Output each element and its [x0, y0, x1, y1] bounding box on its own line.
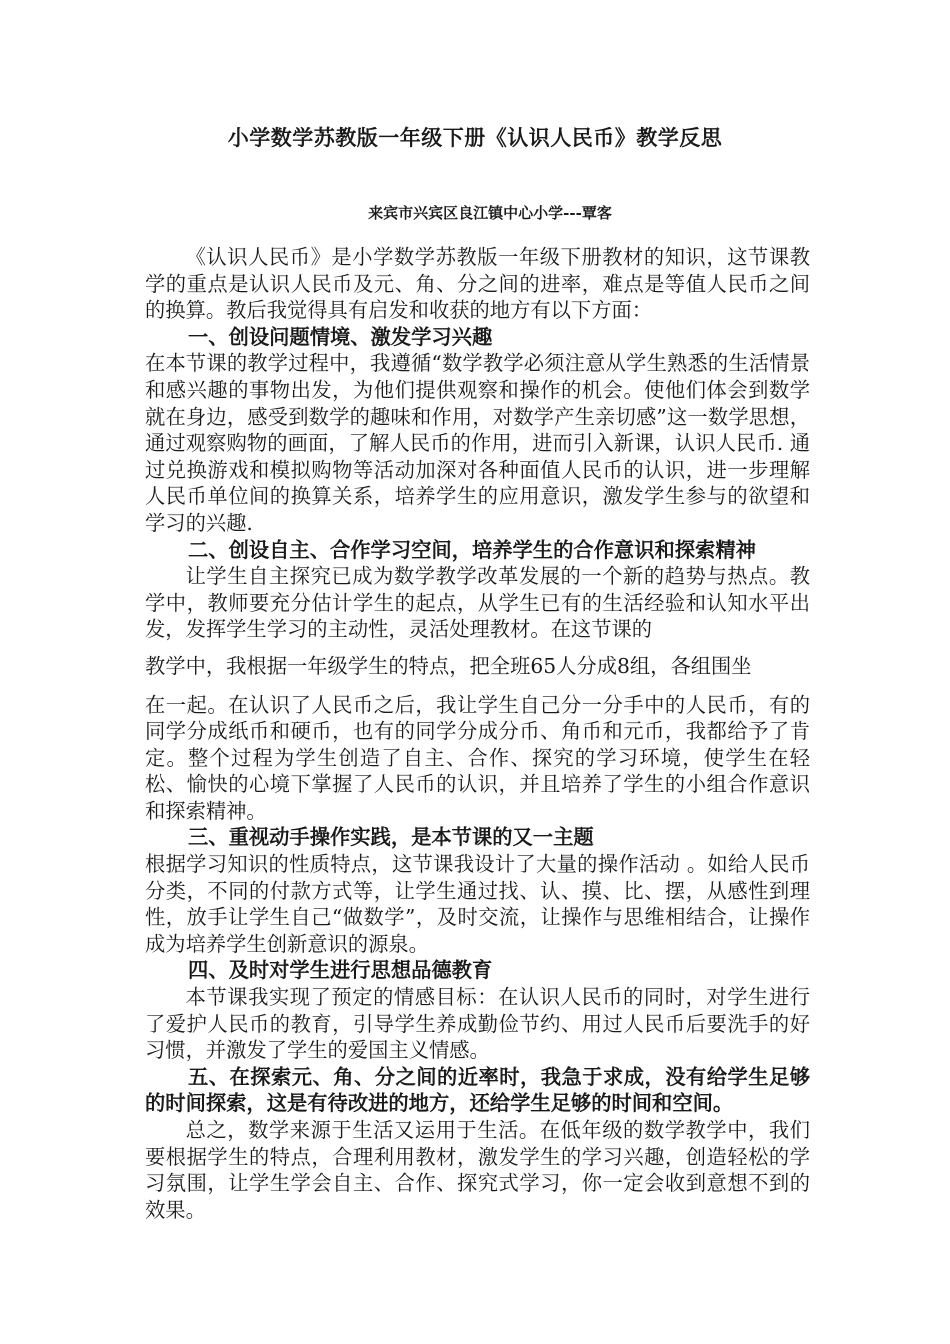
section-heading-4: 四、及时对学生进行思想品德教育	[188, 958, 493, 983]
conclusion-paragraph: 总之，数学来源于生活又运用于生活。在低年级的数学教学中，我们要根据学生的特点，合理利用教材，激发学生的学习兴趣，创造轻松的学习氛围，让学生学会自主、合作、探究式学习，你一定会收到意想不到的效果。	[145, 1118, 810, 1222]
section-paragraph-4: 本节课我实现了预定的情感目标：在认识人民币的同时，对学生进行了爱护人民币的教育，引导学生养成勤俭节约、用过人民币后要洗手的好习惯，并激发了学生的爱国主义情感。	[145, 985, 810, 1063]
document-title: 小学数学苏教版一年级下册《认识人民币》教学反思	[227, 125, 723, 150]
document-author: 来宾市兴宾区良江镇中心小学---覃客	[368, 204, 612, 222]
section-heading-2: 二、创设自主、合作学习空间，培养学生的合作意识和探索精神	[188, 537, 756, 562]
section-paragraph-1: 在本节课的教学过程中，我遵循“数学教学必须注意从学生熟悉的生活情景和感兴趣的事物出发，为他们提供观察和操作的机会。使他们体会到数学就在身边，感受到数学的趣味和作用，对数学产生亲切感”这一数学思想，通过观察购物的画面，了解人民币的作用，进而引入新课，认识人民币. 通过兑换游戏和模拟购物等活动加深对各种面值人民币的认识，进一步理解人民币单位间的换算关系，培养学生的应用意识，激发学生参与的欲望和学习的兴趣.	[145, 351, 810, 535]
section-heading-1: 一、创设问题情境、激发学习兴趣	[188, 324, 493, 349]
section-paragraph-3: 根据学习知识的性质特点，这节课我设计了大量的操作活动 。如给人民币分类，不同的付款方式等，让学生通过找、认、摸、比、摆，从感性到理性，放手让学生自己“做数学”，及时交流，让操作与思维相结合，让操作成为培养学生创新意识的源泉。	[145, 852, 810, 956]
intro-paragraph: 《认识人民币》是小学数学苏教版一年级下册教材的知识，这节课教学的重点是认识人民币及元、角、分之间的进率，难点是等值人民币之间的换算。教后我觉得具有启发和收获的地方有以下方面：	[145, 245, 810, 323]
section-paragraph-2c: 在一起。在认识了人民币之后，我让学生自己分一分手中的人民币，有的同学分成纸币和硬币，也有的同学分成分币、角币和元币，我都给予了肯定。整个过程为学生创造了自主、合作、探究的学习环境，使学生在轻松、愉快的心境下掌握了人民币的认识，并且培养了学生的小组合作意识和探索精神。	[145, 692, 810, 823]
section-paragraph-2a: 让学生自主探究已成为数学教学改革发展的一个新的趋势与热点。教学中，教师要充分估计学生的起点，从学生已有的生活经验和认知水平出发，发挥学生学习的主动性，灵活处理教材。在这节课的	[145, 564, 810, 642]
section-heading-5: 五、在探索元、角、分之间的近率时，我急于求成，没有给学生足够的时间探索，这是有待改进的地方，还给学生足够的时间和空间。	[145, 1064, 810, 1116]
section-paragraph-2b: 教学中，我根据一年级学生的特点，把全班65人分成8组，各组围坐	[145, 653, 752, 678]
document-body	[145, 244, 810, 1223]
section-heading-3: 三、重视动手操作实践，是本节课的又一主题	[188, 825, 594, 850]
